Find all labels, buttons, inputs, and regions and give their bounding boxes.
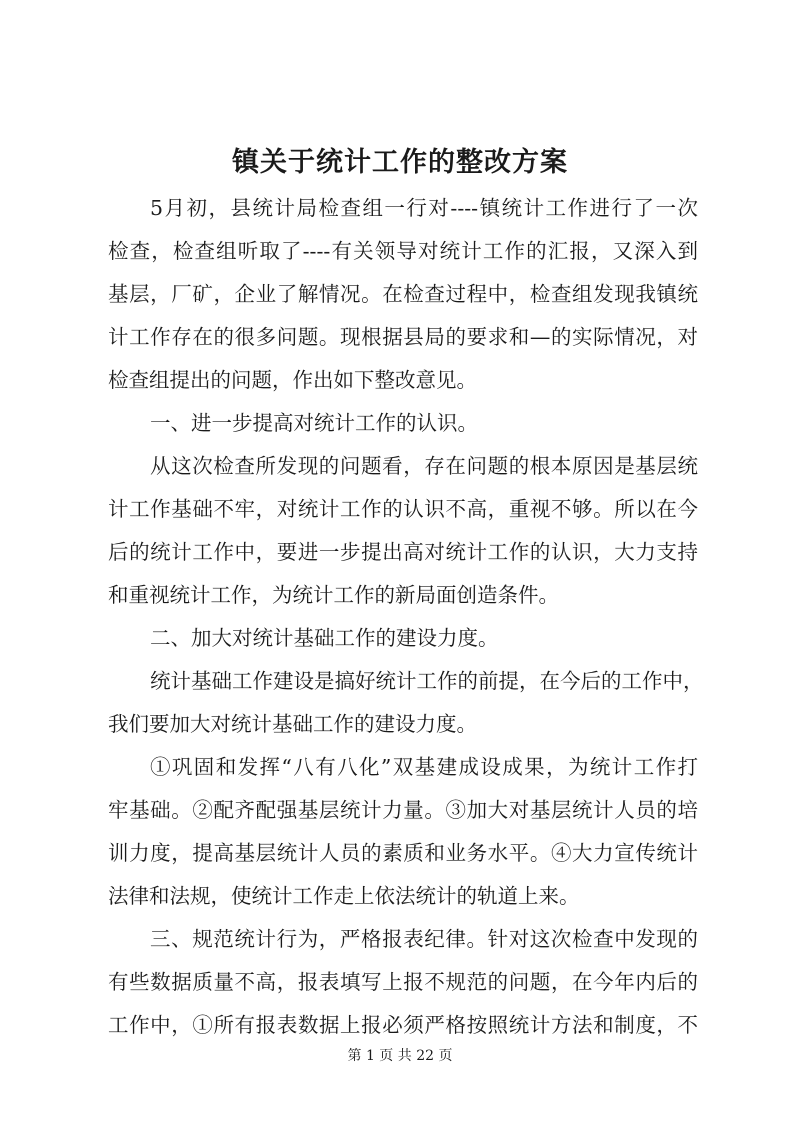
section-heading: 一、进一步提高对统计工作的认识。: [150, 411, 478, 435]
body-line: 工作中，①所有报表数据上报必须严格按照统计方法和制度，不: [108, 1013, 698, 1037]
body-line: 计工作存在的很多问题。现根据县局的要求和—的实际情况，对: [108, 325, 698, 349]
body-line: 5月初，县统计局检查组一行对----镇统计工作进行了一次: [150, 196, 698, 220]
body-line: ①巩固和发挥“八有八化”双基建成设成果，为统计工作打: [150, 755, 698, 779]
section-heading: 三、规范统计行为，严格报表纪律。针对这次检查中发现的: [150, 927, 698, 951]
body-line: 法律和法规，使统计工作走上依法统计的轨道上来。: [108, 884, 580, 908]
body-line: 有些数据质量不高，报表填写上报不规范的问题，在今年内后的: [108, 970, 698, 994]
page-number: 第 1 页 共 22 页: [347, 1048, 453, 1064]
body-line: 计工作基础不牢，对统计工作的认识不高，重视不够。所以在今: [108, 497, 698, 521]
body-line: 统计基础工作建设是搞好统计工作的前提，在今后的工作中，: [150, 669, 704, 693]
body-line: 检查组提出的问题，作出如下整改意见。: [108, 368, 477, 392]
body-line: 训力度，提高基层统计人员的素质和业务水平。④大力宣传统计: [108, 841, 698, 865]
body-line: 从这次检查所发现的问题看，存在问题的根本原因是基层统: [150, 454, 698, 478]
body-line: 和重视统计工作，为统计工作的新局面创造条件。: [108, 583, 559, 607]
body-line: 检查，检查组听取了----有关领导对统计工作的汇报，又深入到: [108, 239, 698, 263]
body-line: 基层，厂矿，企业了解情况。在检查过程中，检查组发现我镇统: [108, 282, 698, 306]
body-line: 后的统计工作中，要进一步提出高对统计工作的认识，大力支持: [108, 540, 698, 564]
section-heading: 二、加大对统计基础工作的建设力度。: [150, 626, 499, 650]
body-line: 牢基础。②配齐配强基层统计力量。③加大对基层统计人员的培: [108, 798, 698, 822]
body-line: 我们要加大对统计基础工作的建设力度。: [108, 712, 477, 736]
document-title: 镇关于统计工作的整改方案: [232, 147, 568, 178]
